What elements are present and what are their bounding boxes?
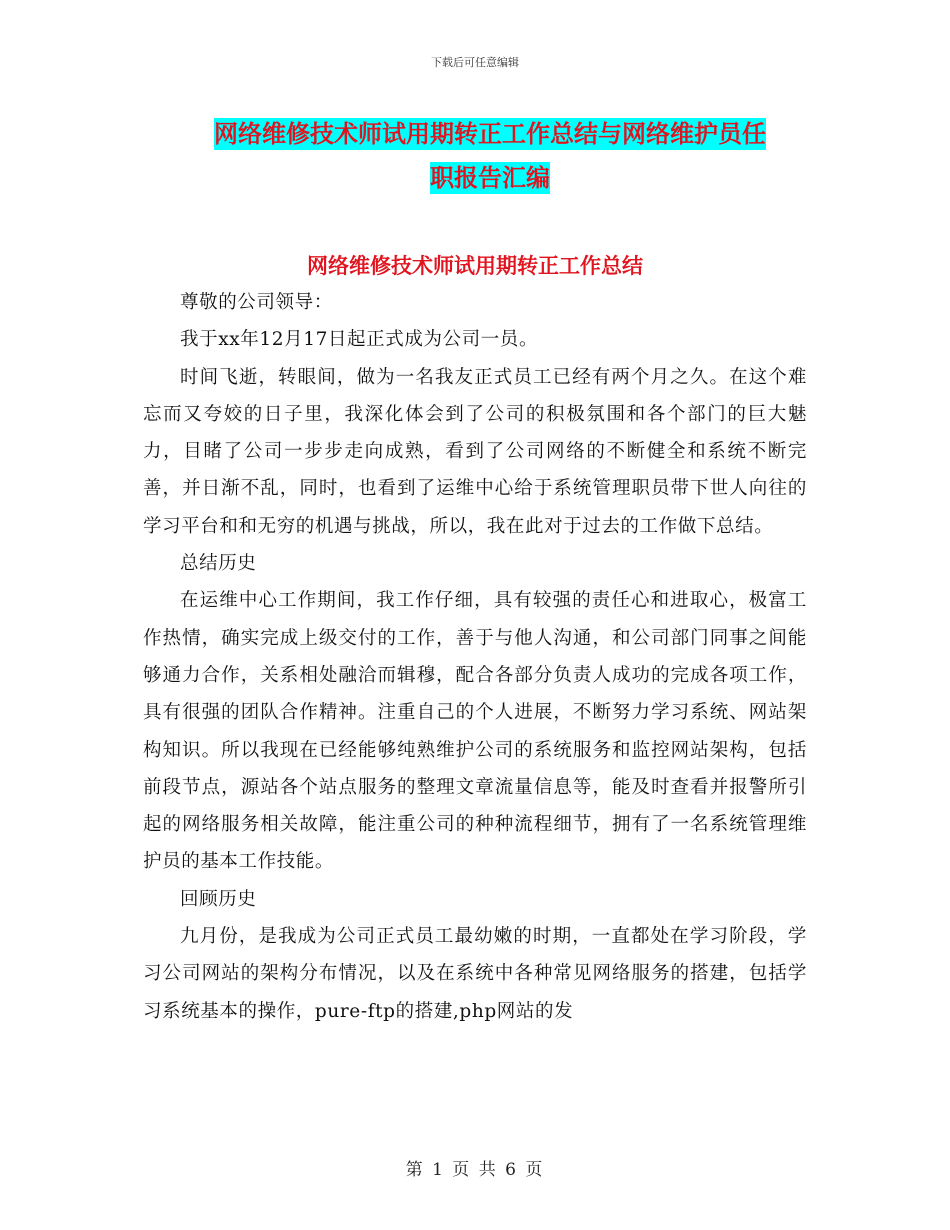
header-note: 下载后可任意编辑 (431, 56, 519, 69)
section-heading: 回顾历史 (180, 888, 257, 910)
paragraph: 我于xx年12月17日起正式成为公司一员。 (180, 329, 539, 351)
section-heading: 总结历史 (180, 553, 257, 575)
document-title-line-1: 网络维修技术师试用期转正工作总结与网络维护员任 (214, 120, 766, 148)
body-text (143, 284, 807, 1030)
paragraph: 时间飞逝，转眼间，做为一名我友正式员工已经有两个月之久。在这个难忘而又夸姣的日子里，我深化体会到了公司的积极氛围和各个部门的巨大魅力，目睹了公司一步步走向成熟，看到了公司网络的不断健全和系统不断完善，并日渐不乱，同时，也看到了运维中心给于系统管理职员带下世人向往的学习平台和和无穷的机遇与挑战，所以，我在此对于过去的工作做下总结。 (143, 366, 807, 537)
document-title (140, 112, 840, 200)
section-title: 网络维修技术师试用期转正工作总结 (307, 254, 643, 278)
document-title-line-2: 职报告汇编 (430, 164, 550, 192)
salutation: 尊敬的公司领导： (180, 292, 333, 313)
paragraph: 九月份，是我成为公司正式员工最幼嫩的时期，一直都处在学习阶段，学习公司网站的架构分布情况，以及在系统中各种常见网络服务的搭建，包括学习系统基本的操作，pure-ftp的搭建,php网站的发 (143, 926, 807, 1022)
page-number: 第 1 页 共 6 页 (405, 1160, 545, 1180)
paragraph: 在运维中心工作期间，我工作仔细，具有较强的责任心和进取心，极富工作热情，确实完成上级交付的工作，善于与他人沟通，和公司部门同事之间能够通力合作，关系相处融洽而辑穆，配合各部分负责人成功的完成各项工作，具有很强的团队合作精神。注重自己的个人进展，不断努力学习系统、网站架构知识。所以我现在已经能够纯熟维护公司的系统服务和监控网站架构，包括前段节点，源站各个站点服务的整理文章流量信息等，能及时查看并报警所引起的网络服务相关故障，能注重公司的种种流程细节，拥有了一名系统管理维护员的基本工作技能。 (143, 590, 807, 873)
